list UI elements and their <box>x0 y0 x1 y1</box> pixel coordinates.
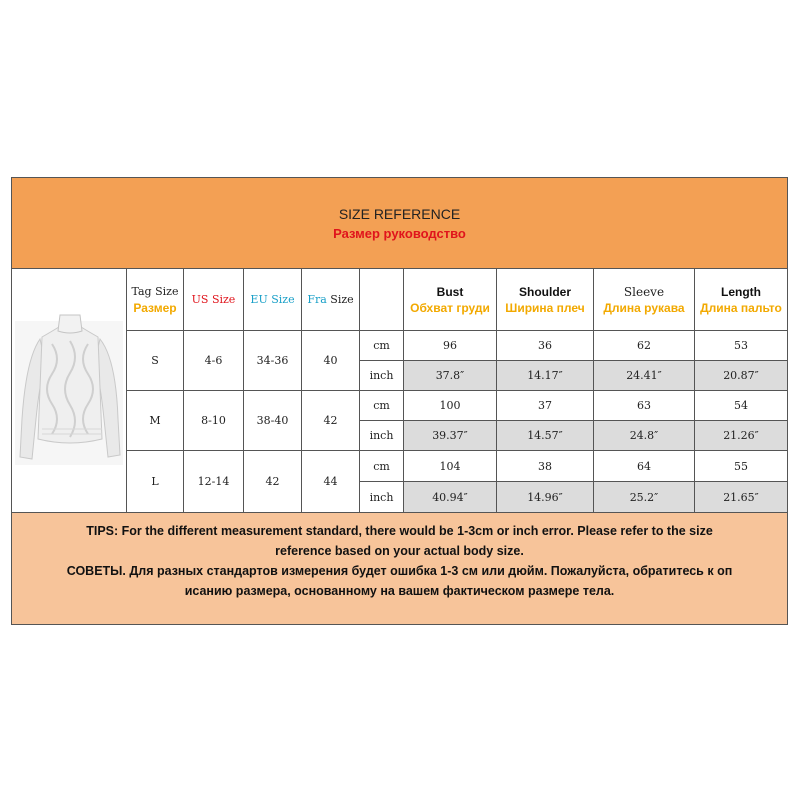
us-size-value: 8-10 <box>201 414 226 427</box>
sweater-image <box>12 269 127 512</box>
us-size-cell <box>184 451 244 512</box>
unit-inch-label: inch <box>369 490 394 504</box>
size-chart <box>11 177 788 625</box>
length-label-ru: Длина пальто <box>700 300 782 315</box>
eu-size-cell <box>244 331 302 391</box>
bust-inch-value: 39.37″ <box>432 429 468 442</box>
unit-cm-cell <box>360 391 404 421</box>
tips-line-3: СОВЕТЫ. Для разных стандартов измерения будет ошибка 1-3 см или дюйм. Пожалуйста, обратитесь к оп <box>66 564 733 578</box>
tag-size-label: Tag Size <box>131 284 179 298</box>
length-inch-cell <box>695 421 787 451</box>
fra-size-value: 42 <box>323 414 338 427</box>
tag-size-cell <box>127 451 184 512</box>
sleeve-inch-value: 25.2″ <box>629 490 659 504</box>
eu-size-cell <box>244 391 302 451</box>
bust-cm-cell <box>404 451 497 482</box>
bust-inch-value: 40.94″ <box>432 490 468 504</box>
unit-cm-cell <box>360 451 404 482</box>
shoulder-cm-cell <box>497 331 594 361</box>
sleeve-cm-cell <box>594 391 695 421</box>
sleeve-cm-cell <box>594 331 695 361</box>
length-inch-value: 21.65″ <box>723 490 759 504</box>
shoulder-inch-value: 14.57″ <box>527 429 563 442</box>
sleeve-inch-cell <box>594 361 695 391</box>
sleeve-cm-cell <box>594 451 695 482</box>
sleeve-inch-value: 24.8″ <box>629 429 659 442</box>
sleeve-cm-value: 62 <box>637 339 651 352</box>
shoulder-inch-cell <box>497 361 594 391</box>
size-table <box>12 269 787 512</box>
bust-label-ru: Обхват груди <box>410 300 490 315</box>
tips-line-1: TIPS: For the different measurement standard, there would be 1-3cm or inch error. Please refer to the size <box>86 524 713 538</box>
chart-title: SIZE REFERENCE <box>338 206 461 222</box>
fra-size-cell <box>302 391 360 451</box>
length-inch-cell <box>695 482 787 512</box>
us-size-cell <box>184 391 244 451</box>
unit-inch-label: inch <box>369 369 394 382</box>
tag-size-label-ru: Размер <box>133 300 177 315</box>
bust-header <box>404 269 497 331</box>
bust-label: Bust <box>436 284 464 299</box>
fra-size-value: 44 <box>323 475 338 488</box>
bust-inch-cell <box>404 482 497 512</box>
sleeve-label: Sleeve <box>623 284 665 299</box>
shoulder-inch-cell <box>497 482 594 512</box>
fra-size-header <box>302 269 360 331</box>
sleeve-inch-cell <box>594 421 695 451</box>
shoulder-cm-value: 38 <box>538 459 552 473</box>
unit-inch-cell <box>360 421 404 451</box>
length-inch-value: 20.87″ <box>723 369 759 382</box>
tag-size-value: S <box>151 354 159 367</box>
unit-header-blank <box>360 269 404 331</box>
unit-inch-label: inch <box>369 429 394 442</box>
fra-size-cell <box>302 451 360 512</box>
tag-size-cell <box>127 331 184 391</box>
sleeve-label-ru: Длина рукава <box>603 300 685 315</box>
chart-title-ru: Размер руководство <box>333 226 466 241</box>
length-cm-value: 53 <box>734 339 748 352</box>
unit-cm-label: cm <box>373 399 390 412</box>
unit-cm-cell <box>360 331 404 361</box>
tips-box <box>12 512 787 624</box>
unit-cm-label: cm <box>373 459 390 473</box>
tips-line-4: исанию размера, основанному на вашем фактическом размере тела. <box>184 584 615 598</box>
unit-inch-cell <box>360 482 404 512</box>
length-inch-value: 21.26″ <box>723 429 759 442</box>
bust-cm-cell <box>404 331 497 361</box>
tips-line-2: reference based on your actual body size. <box>275 544 524 558</box>
eu-size-label: EU Size <box>250 293 295 306</box>
eu-size-value: 42 <box>265 475 280 488</box>
shoulder-inch-value: 14.96″ <box>527 490 563 504</box>
eu-size-cell <box>244 451 302 512</box>
shoulder-inch-cell <box>497 421 594 451</box>
eu-size-value: 34-36 <box>256 354 289 367</box>
shoulder-cm-cell <box>497 451 594 482</box>
chart-header <box>12 178 787 269</box>
length-cm-value: 55 <box>734 459 748 473</box>
length-label: Length <box>721 284 761 299</box>
fra-size-label-prefix: Fra <box>307 293 327 306</box>
fra-size-cell <box>302 331 360 391</box>
bust-inch-cell <box>404 421 497 451</box>
length-cm-cell <box>695 451 787 482</box>
length-inch-cell <box>695 361 787 391</box>
eu-size-header <box>244 269 302 331</box>
bust-inch-cell <box>404 361 497 391</box>
us-size-label: US Size <box>191 293 236 306</box>
bust-cm-cell <box>404 391 497 421</box>
shoulder-label-ru: Ширина плеч <box>505 300 585 315</box>
sleeve-inch-value: 24.41″ <box>626 369 662 382</box>
us-size-value: 12-14 <box>197 475 230 488</box>
unit-cm-label: cm <box>373 339 390 352</box>
us-size-header <box>184 269 244 331</box>
eu-size-value: 38-40 <box>256 414 289 427</box>
bust-cm-value: 100 <box>439 399 461 412</box>
unit-inch-cell <box>360 361 404 391</box>
sleeve-header <box>594 269 695 331</box>
shoulder-cm-value: 37 <box>538 399 552 412</box>
bust-cm-value: 104 <box>439 459 461 473</box>
length-cm-cell <box>695 391 787 421</box>
tag-size-value: M <box>149 414 161 427</box>
shoulder-cm-value: 36 <box>538 339 552 352</box>
length-cm-cell <box>695 331 787 361</box>
length-header <box>695 269 787 331</box>
tag-size-header <box>127 269 184 331</box>
bust-inch-value: 37.8″ <box>435 369 465 382</box>
fra-size-label-suffix: Size <box>326 293 354 306</box>
bust-cm-value: 96 <box>443 339 457 352</box>
tag-size-cell <box>127 391 184 451</box>
length-cm-value: 54 <box>734 399 748 412</box>
fra-size-value: 40 <box>323 354 338 367</box>
shoulder-label: Shoulder <box>518 284 571 299</box>
sleeve-cm-value: 63 <box>637 399 651 412</box>
product-image <box>12 269 127 512</box>
sleeve-inch-cell <box>594 482 695 512</box>
us-size-value: 4-6 <box>204 354 223 367</box>
shoulder-header <box>497 269 594 331</box>
shoulder-inch-value: 14.17″ <box>527 369 563 382</box>
us-size-cell <box>184 331 244 391</box>
shoulder-cm-cell <box>497 391 594 421</box>
sleeve-cm-value: 64 <box>637 459 651 473</box>
tag-size-value: L <box>151 475 159 488</box>
